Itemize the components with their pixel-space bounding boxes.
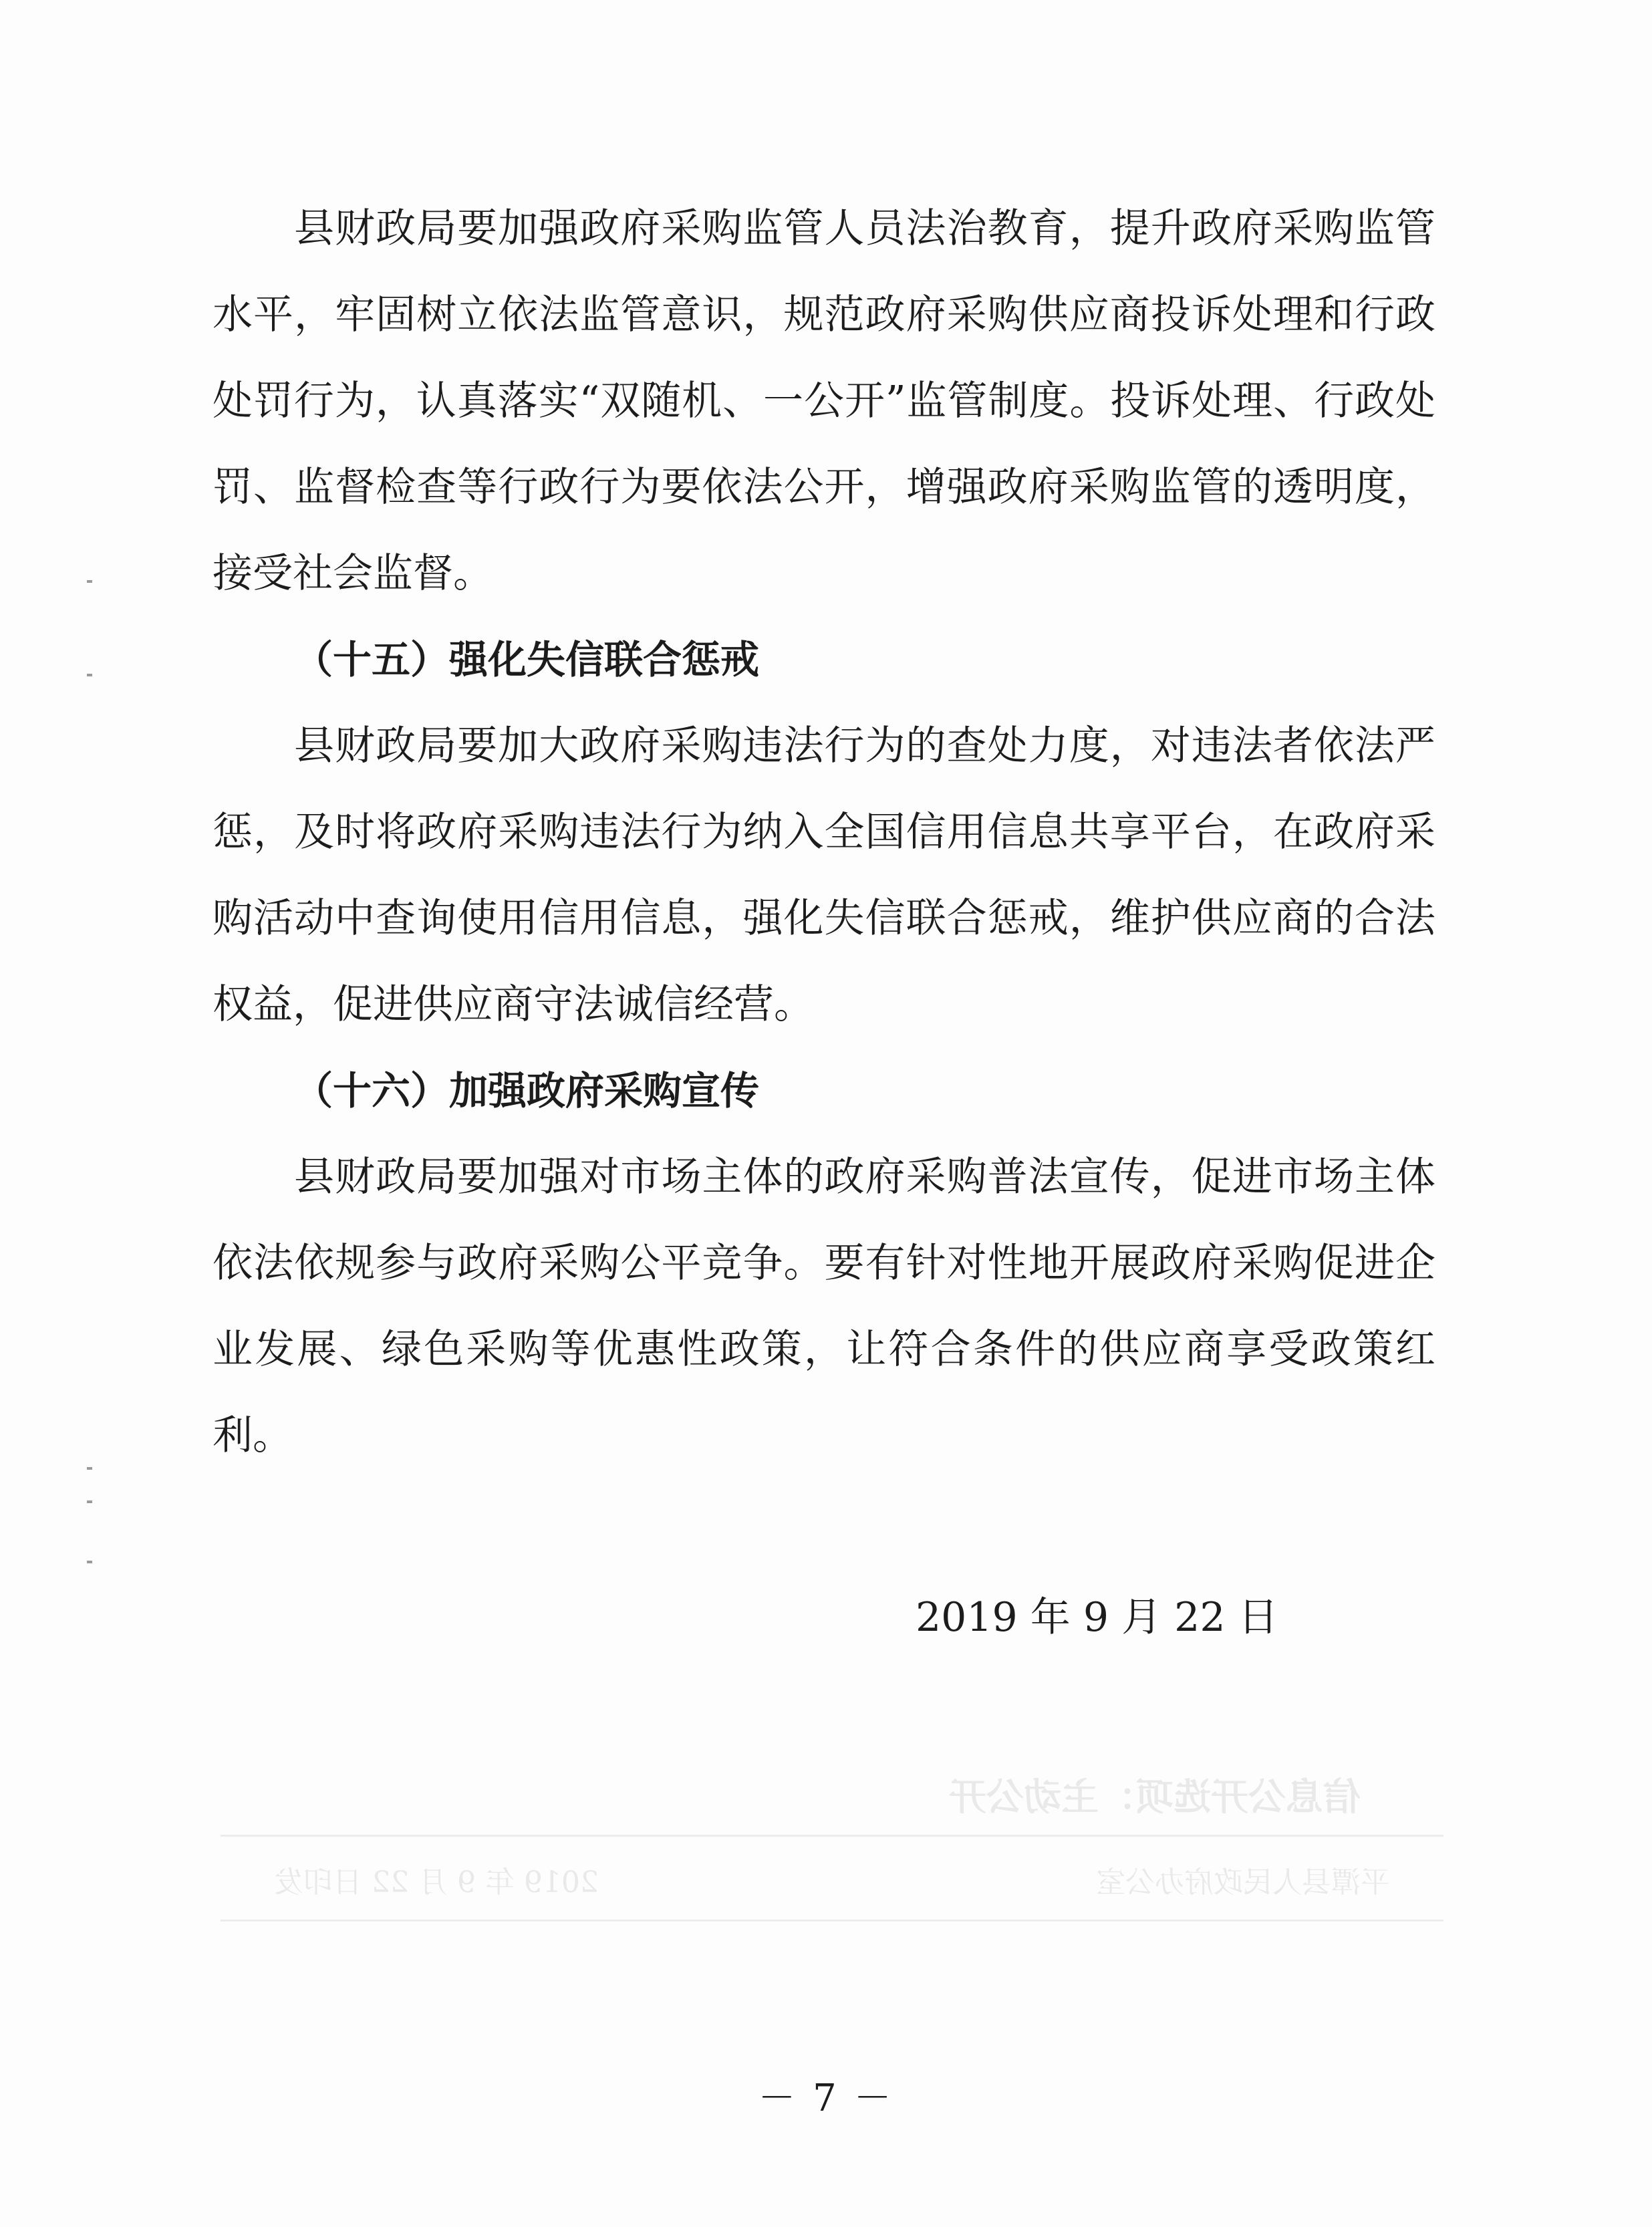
bleed-through-issuer: 平潭县人民政府办公室 (1096, 1865, 1390, 1900)
scan-mark (87, 1467, 92, 1470)
document-body (213, 186, 1435, 1479)
section-heading-16: （十六）加强政府采购宣传 (294, 1068, 760, 1114)
scan-mark (87, 1561, 92, 1563)
section-heading-15: （十五）强化失信联合惩戒 (294, 637, 760, 682)
page-number: － 7 － (758, 2077, 894, 2120)
scan-mark (87, 580, 92, 583)
scan-mark (87, 1500, 92, 1503)
document-date: 2019 年 9 月 22 日 (916, 1594, 1278, 1641)
paragraph-joint-punishment: 县财政局要加大政府采购违法行为的查处力度，对违法者依法严惩，及时将政府采购违法行为纳入全国信用信息共享平台，在政府采购活动中查询使用信用信息，强化失信联合惩戒，维护供应商的合法权益，促进供应商守法诚信经营。 (213, 723, 1435, 1028)
paragraph-publicity: 县财政局要加强对市场主体的政府采购普法宣传，促进市场主体依法依规参与政府采购公平竞争。要有针对性地开展政府采购促进企业发展、绿色采购等优惠性政策，让符合条件的供应商享受政策红利。 (213, 1154, 1435, 1459)
bleed-through-rule (221, 1835, 1443, 1837)
bleed-through-rule (221, 1920, 1443, 1922)
bleed-through-issue-date: 2019 年 9 月 22 日印发 (274, 1865, 599, 1900)
scan-mark (87, 674, 92, 676)
paragraph-supervision: 县财政局要加强政府采购监管人员法治教育，提升政府采购监管水平，牢固树立依法监管意识，规范政府采购供应商投诉处理和行政处罚行为，认真落实“双随机、一公开”监管制度。投诉处理、行政处罚、监督检查等行政行为要依法公开，增强政府采购监管的透明度，接受社会监督。 (213, 205, 1435, 597)
bleed-through-title: 信息公开选项：主动公开 (949, 1775, 1361, 1819)
